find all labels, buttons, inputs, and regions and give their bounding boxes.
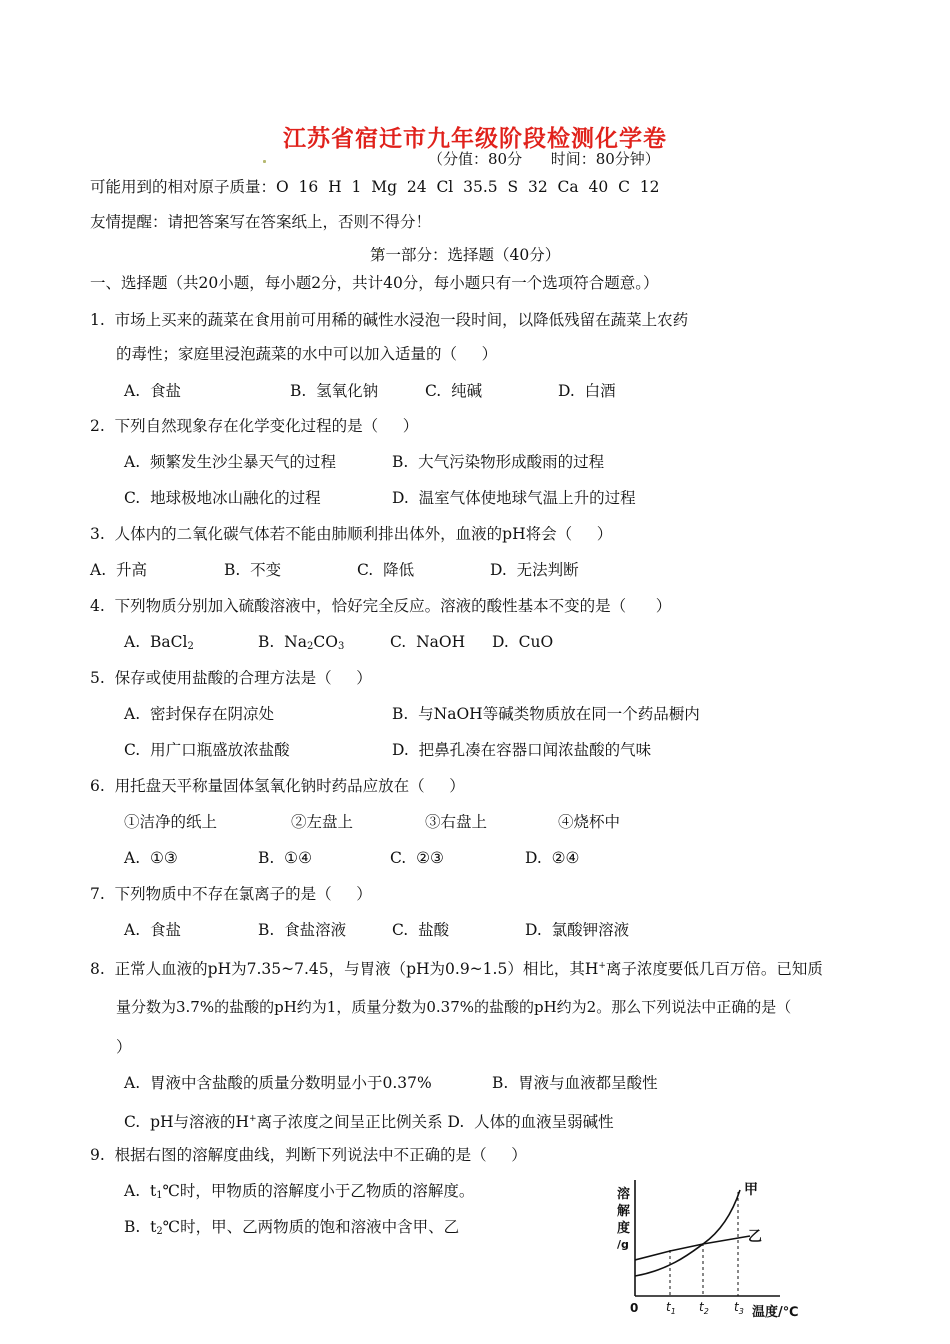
q4-option-a: A. BaCl$_2$ <box>124 633 194 652</box>
q1-option-b: B. 氢氧化钠 <box>290 382 379 400</box>
q7-option-b: B. 食盐溶液 <box>258 921 347 939</box>
q3-option-a: A. 升高 <box>90 561 147 579</box>
x-axis-label: 温度/℃ <box>752 1305 799 1320</box>
q3-option-d: D. 无法判断 <box>490 561 579 579</box>
series-label-jia: 甲 <box>744 1182 758 1198</box>
y-axis-label-2: 解 <box>617 1204 631 1219</box>
q6-choice-4: ④烧杯中 <box>558 813 621 831</box>
q1-option-c: C. 纯碱 <box>425 382 483 400</box>
t2-label: $t_2$ <box>699 1300 709 1316</box>
q6-option-d: D. ②④ <box>525 849 580 867</box>
origin-label: 0 <box>630 1301 639 1315</box>
q2-option-b: B. 大气污染物形成酸雨的过程 <box>392 453 605 471</box>
q5-option-c: C. 用广口瓶盛放浓盐酸 <box>124 741 290 759</box>
q5-option-d: D. 把鼻孔凑在容器口闻浓盐酸的气味 <box>392 741 652 759</box>
q4-stem: 4. 下列物质分别加入硫酸溶液中，恰好完全反应。溶液的酸性基本不变的是（ ） <box>90 597 672 615</box>
q8-option-b: B. 胃液与血液都呈酸性 <box>492 1074 658 1092</box>
q8-option-a: A. 胃液中含盐酸的质量分数明显小于0.37% <box>124 1074 432 1092</box>
exam-subtitle: （分值：80分 时间：80分钟） <box>428 150 660 168</box>
q4-option-b: B. $Na_2CO_3$ <box>258 633 345 652</box>
q6-option-a: A. ①③ <box>124 849 178 867</box>
q1-option-a: A. 食盐 <box>124 382 181 400</box>
q5-option-a: A. 密封保存在阴凉处 <box>124 705 274 723</box>
y-axis-label-4: /g <box>617 1238 629 1251</box>
q5-stem: 5. 保存或使用盐酸的合理方法是（ ） <box>90 669 372 687</box>
q1-stem-line2: 的毒性；家庭里浸泡蔬菜的水中可以加入适量的（ ） <box>116 345 498 363</box>
reminder: 友情提醒：请把答案写在答案纸上，否则不得分！ <box>90 213 432 231</box>
speck <box>263 160 266 163</box>
q6-choice-1: ①洁净的纸上 <box>124 813 218 831</box>
q6-choice-3: ③右盘上 <box>425 813 488 831</box>
t1-label: $t_1$ <box>666 1300 676 1316</box>
q1-stem-line1: 1. 市场上买来的蔬菜在食用前可用稀的碱性水浸泡一段时间，以降低残留在蔬菜上农药 <box>90 311 689 329</box>
y-axis-label-3: 度 <box>617 1221 631 1236</box>
q3-option-b: B. 不变 <box>224 561 282 579</box>
q2-option-a: A. 频繁发生沙尘暴天气的过程 <box>124 453 336 471</box>
q6-choice-2: ②左盘上 <box>291 813 354 831</box>
q2-stem: 2. 下列自然现象存在化学变化过程的是（ ） <box>90 417 419 435</box>
q9-stem: 9. 根据右图的溶解度曲线，判断下列说法中不正确的是（ ） <box>90 1146 527 1164</box>
q7-option-a: A. 食盐 <box>124 921 181 939</box>
q1-option-d: D. 白酒 <box>558 382 616 400</box>
curve-yi <box>635 1236 750 1260</box>
series-label-yi: 乙 <box>748 1229 762 1245</box>
q7-option-c: C. 盐酸 <box>392 921 450 939</box>
q3-option-c: C. 降低 <box>357 561 415 579</box>
section-one-heading: 一、选择题（共20小题，每小题2分，共计40分，每小题只有一个选项符合题意。） <box>90 274 659 292</box>
q8-stem-line1: 8. 正常人血液的pH为7.35~7.45，与胃液（pH为0.9~1.5）相比，其H+离子浓度要低几百万倍。已知质 <box>90 960 823 978</box>
t3-label: $t_3$ <box>734 1300 744 1316</box>
exam-title: 江苏省宿迁市九年级阶段检测化学卷 <box>283 126 667 152</box>
q2-option-d: D. 温室气体使地球气温上升的过程 <box>392 489 636 507</box>
q9-option-a: A. $t_1℃$时，甲物质的溶解度小于乙物质的溶解度。 <box>124 1182 475 1201</box>
q4-option-c: C. NaOH <box>390 633 466 651</box>
q7-stem: 7. 下列物质中不存在氯离子的是（ ） <box>90 885 372 903</box>
atomic-masses: 可能用到的相对原子质量：O 16 H 1 Mg 24 Cl 35.5 S 32 Ca 40 C 12 <box>90 178 660 196</box>
q6-option-c: C. ②③ <box>390 849 444 867</box>
q6-stem: 6. 用托盘天平称量固体氢氧化钠时药品应放在（ ） <box>90 777 465 795</box>
y-axis-label-1: 溶 <box>617 1187 631 1202</box>
q8-stem-line3: ） <box>116 1038 132 1056</box>
q8-stem-line2: 量分数为3.7%的盐酸的pH约为1，质量分数为0.37%的盐酸的pH约为2。那么下列说法中正确的是（ <box>116 998 792 1016</box>
q3-stem: 3. 人体内的二氧化碳气体若不能由肺顺利排出体外，血液的pH将会（ ） <box>90 525 613 543</box>
q7-option-d: D. 氯酸钾溶液 <box>525 921 630 939</box>
q5-option-b: B. 与NaOH等碱类物质放在同一个药品橱内 <box>392 705 700 723</box>
q2-option-c: C. 地球极地冰山融化的过程 <box>124 489 321 507</box>
q9-option-b: B. $t_2℃$时，甲、乙两物质的饱和溶液中含甲、乙 <box>124 1218 460 1237</box>
solubility-curve-figure <box>610 1178 810 1328</box>
q8-option-c-d: C. pH与溶液的H+离子浓度之间呈正比例关系 D. 人体的血液呈弱碱性 <box>124 1113 614 1131</box>
q6-option-b: B. ①④ <box>258 849 312 867</box>
q4-option-d: D. CuO <box>492 633 554 651</box>
part-one-heading: 第一部分：选择题（40分） <box>370 246 561 264</box>
curve-jia <box>635 1190 740 1276</box>
